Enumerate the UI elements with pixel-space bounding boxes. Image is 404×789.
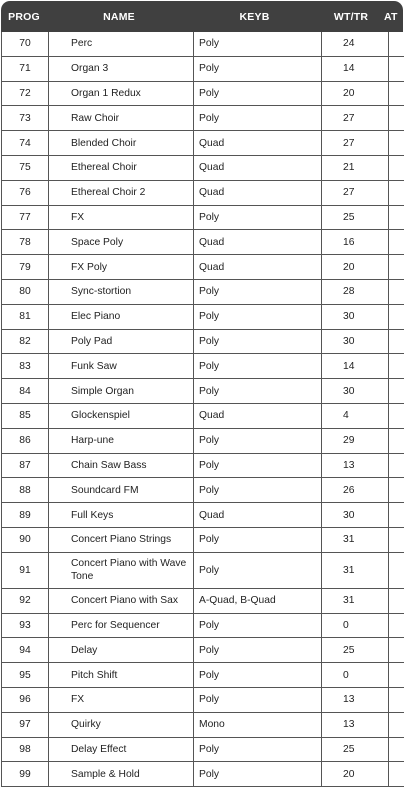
name-cell: Organ 1 Redux <box>49 81 194 106</box>
prog-cell: 90 <box>2 527 49 552</box>
name-cell: Raw Choir <box>49 106 194 131</box>
header-at: AT <box>384 10 398 23</box>
prog-cell: 71 <box>2 56 49 81</box>
prog-cell: 76 <box>2 180 49 205</box>
name-cell: Elec Piano <box>49 304 194 329</box>
name-cell: FX Poly <box>49 255 194 280</box>
at-cell <box>389 762 404 787</box>
wttr-cell: 27 <box>322 106 389 131</box>
prog-cell: 74 <box>2 131 49 156</box>
table-row <box>2 663 404 688</box>
prog-cell: 94 <box>2 638 49 663</box>
wttr-cell: 26 <box>322 478 389 503</box>
wttr-cell: 13 <box>322 712 389 737</box>
at-cell <box>389 588 404 613</box>
at-cell <box>389 552 404 588</box>
wttr-cell: 4 <box>322 403 389 428</box>
table-row <box>2 588 404 613</box>
prog-cell: 97 <box>2 712 49 737</box>
name-cell: Delay Effect <box>49 737 194 762</box>
keyb-cell: Poly <box>194 81 322 106</box>
at-cell <box>389 687 404 712</box>
table-row <box>2 403 404 428</box>
prog-cell: 72 <box>2 81 49 106</box>
name-cell: Full Keys <box>49 503 194 528</box>
header-wttr: WT/TR <box>333 10 369 23</box>
table-row <box>2 478 404 503</box>
wttr-cell: 24 <box>322 32 389 56</box>
keyb-cell: Poly <box>194 428 322 453</box>
prog-cell: 77 <box>2 205 49 230</box>
table-row <box>2 428 404 453</box>
prog-cell: 88 <box>2 478 49 503</box>
table-row <box>2 552 404 588</box>
keyb-cell: Poly <box>194 737 322 762</box>
wttr-cell: 27 <box>322 131 389 156</box>
table-row <box>2 712 404 737</box>
at-cell <box>389 403 404 428</box>
wttr-cell: 20 <box>322 255 389 280</box>
wttr-cell: 29 <box>322 428 389 453</box>
prog-cell: 92 <box>2 588 49 613</box>
keyb-cell: Poly <box>194 279 322 304</box>
keyb-cell: Mono <box>194 712 322 737</box>
at-cell <box>389 180 404 205</box>
name-cell: Ethereal Choir 2 <box>49 180 194 205</box>
prog-cell: 91 <box>2 552 49 588</box>
keyb-cell: Poly <box>194 32 322 56</box>
at-cell <box>389 230 404 255</box>
name-cell: Blended Choir <box>49 131 194 156</box>
prog-cell: 79 <box>2 255 49 280</box>
at-cell <box>389 56 404 81</box>
keyb-cell: Poly <box>194 478 322 503</box>
at-cell <box>389 478 404 503</box>
keyb-cell: Poly <box>194 304 322 329</box>
at-cell <box>389 279 404 304</box>
at-cell <box>389 638 404 663</box>
prog-cell: 84 <box>2 379 49 404</box>
at-cell <box>389 712 404 737</box>
name-cell: Funk Saw <box>49 354 194 379</box>
wttr-cell: 25 <box>322 737 389 762</box>
keyb-cell: Poly <box>194 453 322 478</box>
table-body <box>1 32 404 787</box>
wttr-cell: 20 <box>322 81 389 106</box>
prog-cell: 82 <box>2 329 49 354</box>
prog-cell: 89 <box>2 503 49 528</box>
wttr-cell: 30 <box>322 304 389 329</box>
wttr-cell: 27 <box>322 180 389 205</box>
at-cell <box>389 354 404 379</box>
name-cell: Poly Pad <box>49 329 194 354</box>
keyb-cell: Quad <box>194 503 322 528</box>
table-row <box>2 304 404 329</box>
keyb-cell: Poly <box>194 613 322 638</box>
program-table <box>1 1 403 787</box>
wttr-cell: 25 <box>322 638 389 663</box>
at-cell <box>389 205 404 230</box>
at-cell <box>389 106 404 131</box>
at-cell <box>389 81 404 106</box>
table-row <box>2 180 404 205</box>
at-cell <box>389 503 404 528</box>
table-row <box>2 81 404 106</box>
keyb-cell: Quad <box>194 180 322 205</box>
table-row <box>2 527 404 552</box>
prog-cell: 83 <box>2 354 49 379</box>
keyb-cell: Poly <box>194 762 322 787</box>
table-row <box>2 762 404 787</box>
header-prog: PROG <box>8 10 40 23</box>
prog-cell: 75 <box>2 155 49 180</box>
keyb-cell: Quad <box>194 403 322 428</box>
name-cell: Soundcard FM <box>49 478 194 503</box>
keyb-cell: Poly <box>194 638 322 663</box>
name-cell: FX <box>49 687 194 712</box>
header-keyb: KEYB <box>239 10 270 23</box>
name-cell: Quirky <box>49 712 194 737</box>
name-cell: Harp-une <box>49 428 194 453</box>
wttr-cell: 30 <box>322 379 389 404</box>
wttr-cell: 30 <box>322 503 389 528</box>
keyb-cell: Poly <box>194 354 322 379</box>
keyb-cell: Poly <box>194 329 322 354</box>
name-cell: Sample & Hold <box>49 762 194 787</box>
keyb-cell: Quad <box>194 255 322 280</box>
at-cell <box>389 663 404 688</box>
at-cell <box>389 304 404 329</box>
keyb-cell: Poly <box>194 663 322 688</box>
wttr-cell: 31 <box>322 588 389 613</box>
wttr-cell: 14 <box>322 354 389 379</box>
prog-cell: 70 <box>2 32 49 56</box>
header-name: NAME <box>103 10 135 23</box>
at-cell <box>389 155 404 180</box>
name-cell: Ethereal Choir <box>49 155 194 180</box>
table-row <box>2 329 404 354</box>
at-cell <box>389 613 404 638</box>
name-cell: Glockenspiel <box>49 403 194 428</box>
wttr-cell: 13 <box>322 453 389 478</box>
table-header <box>1 1 403 32</box>
table-row <box>2 131 404 156</box>
name-cell: FX <box>49 205 194 230</box>
at-cell <box>389 453 404 478</box>
prog-cell: 80 <box>2 279 49 304</box>
name-cell: Concert Piano Strings <box>49 527 194 552</box>
wttr-cell: 30 <box>322 329 389 354</box>
keyb-cell: Quad <box>194 230 322 255</box>
wttr-cell: 13 <box>322 687 389 712</box>
table-row <box>2 106 404 131</box>
wttr-cell: 14 <box>322 56 389 81</box>
table-row <box>2 32 404 56</box>
name-cell: Simple Organ <box>49 379 194 404</box>
table-row <box>2 279 404 304</box>
wttr-cell: 0 <box>322 613 389 638</box>
table-row <box>2 687 404 712</box>
at-cell <box>389 131 404 156</box>
keyb-cell: Quad <box>194 131 322 156</box>
prog-cell: 95 <box>2 663 49 688</box>
keyb-cell: Quad <box>194 155 322 180</box>
at-cell <box>389 379 404 404</box>
prog-cell: 81 <box>2 304 49 329</box>
wttr-cell: 31 <box>322 552 389 588</box>
name-cell: Chain Saw Bass <box>49 453 194 478</box>
at-cell <box>389 428 404 453</box>
keyb-cell: Poly <box>194 527 322 552</box>
name-cell: Sync-stortion <box>49 279 194 304</box>
name-cell: Pitch Shift <box>49 663 194 688</box>
prog-cell: 73 <box>2 106 49 131</box>
table-row <box>2 230 404 255</box>
name-cell: Concert Piano with Sax <box>49 588 194 613</box>
prog-cell: 99 <box>2 762 49 787</box>
prog-cell: 85 <box>2 403 49 428</box>
keyb-cell: Poly <box>194 205 322 230</box>
keyb-cell: A-Quad, B-Quad <box>194 588 322 613</box>
wttr-cell: 0 <box>322 663 389 688</box>
wttr-cell: 25 <box>322 205 389 230</box>
name-cell: Perc <box>49 32 194 56</box>
at-cell <box>389 527 404 552</box>
at-cell <box>389 255 404 280</box>
prog-cell: 96 <box>2 687 49 712</box>
prog-cell: 98 <box>2 737 49 762</box>
keyb-cell: Poly <box>194 687 322 712</box>
prog-cell: 86 <box>2 428 49 453</box>
at-cell <box>389 32 404 56</box>
name-cell: Concert Piano with Wave Tone <box>49 552 194 588</box>
table-row <box>2 205 404 230</box>
wttr-cell: 21 <box>322 155 389 180</box>
prog-cell: 93 <box>2 613 49 638</box>
prog-cell: 78 <box>2 230 49 255</box>
keyb-cell: Poly <box>194 106 322 131</box>
at-cell <box>389 329 404 354</box>
keyb-cell: Poly <box>194 56 322 81</box>
keyb-cell: Poly <box>194 552 322 588</box>
table-row <box>2 155 404 180</box>
table-row <box>2 638 404 663</box>
keyb-cell: Poly <box>194 379 322 404</box>
table-row <box>2 255 404 280</box>
name-cell: Space Poly <box>49 230 194 255</box>
table-row <box>2 613 404 638</box>
prog-cell: 87 <box>2 453 49 478</box>
wttr-cell: 28 <box>322 279 389 304</box>
name-cell: Delay <box>49 638 194 663</box>
wttr-cell: 31 <box>322 527 389 552</box>
table-row <box>2 737 404 762</box>
table-row <box>2 56 404 81</box>
name-cell: Perc for Sequencer <box>49 613 194 638</box>
name-cell: Organ 3 <box>49 56 194 81</box>
table-row <box>2 503 404 528</box>
table-row <box>2 354 404 379</box>
wttr-cell: 20 <box>322 762 389 787</box>
at-cell <box>389 737 404 762</box>
table-row <box>2 453 404 478</box>
wttr-cell: 16 <box>322 230 389 255</box>
table-row <box>2 379 404 404</box>
